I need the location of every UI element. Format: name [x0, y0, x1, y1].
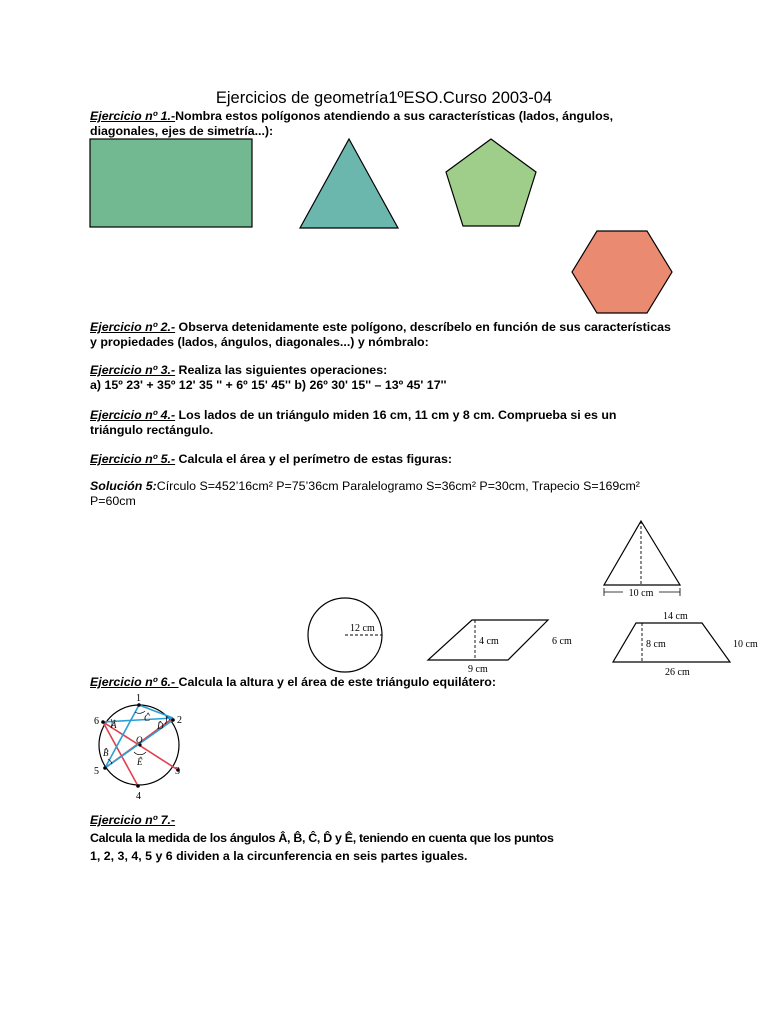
point-6-label: 6: [94, 716, 99, 727]
angle-e-label: Ê: [137, 757, 143, 767]
exercise-3-label: Ejercicio nº 3.-: [90, 363, 176, 377]
parallelogram-base-label: 9 cm: [468, 664, 488, 675]
angle-c-label: Ĉ: [144, 713, 151, 723]
solution-5-text-1: Círculo S=452’16cm² P=75’36cm Paralelogramo S=36cm² P=30cm, Trapecio S=169cm²: [156, 479, 640, 493]
page-title: Ejercicios de geometría1ºESO.Curso 2003-04: [215, 89, 553, 107]
angle-b-label: B̂: [103, 748, 109, 758]
exercise-1-text-1: Nombra estos polígonos atendiendo a sus características (lados, ángulos,: [175, 109, 614, 123]
exercise-3-text-1: Realiza las siguientes operaciones:: [175, 363, 388, 377]
exercise-1-text-2: diagonales, ejes de simetría...):: [90, 124, 274, 138]
exercise-4-label: Ejercicio nº 4.-: [90, 408, 176, 422]
exercise-4-text-1: Los lados de un triángulo miden 16 cm, 11 cm y 8 cm. Comprueba si es un: [175, 408, 617, 422]
exercise-2-text-2: y propiedades (lados, ángulos, diagonales...) y nómbralo:: [90, 335, 429, 349]
solution-5-text-2: P=60cm: [90, 494, 136, 508]
circle-radius-label: 12 cm: [350, 623, 375, 634]
exercise-4-text-2: triángulo rectángulo.: [90, 423, 214, 437]
angle-a-label: Â: [111, 720, 117, 730]
exercise-2-label: Ejercicio nº 2.-: [90, 320, 176, 334]
exercise-7-text-2: 1, 2, 3, 4, 5 y 6 dividen a la circunferencia en seis partes iguales.: [90, 849, 468, 863]
exercise-3-text-2: a) 15º 23' + 35º 12' 35 '' + 6º 15' 45'' b) 26º 30' 15'' – 13º 45' 17'': [90, 378, 447, 392]
triangle-base-label: 10 cm: [628, 588, 654, 599]
parallelogram-side-label: 6 cm: [552, 636, 572, 647]
trapezoid-top-label: 14 cm: [663, 611, 688, 622]
exercise-6-label: Ejercicio nº 6.-: [90, 675, 179, 689]
point-4-label: 4: [136, 791, 141, 802]
parallelogram-height-label: 4 cm: [479, 636, 499, 647]
point-5-label: 5: [94, 766, 99, 777]
exercise-7-label: Ejercicio nº 7.-: [90, 813, 176, 827]
trapezoid-base-label: 26 cm: [665, 667, 690, 678]
exercise-5-label: Ejercicio nº 5.-: [90, 452, 176, 466]
exercise-2-text-1: Observa detenidamente este polígono, descríbelo en función de sus características: [175, 320, 671, 334]
angle-d-label: D̂: [157, 721, 164, 731]
point-2-label: 2: [177, 715, 182, 726]
exercise-6-text-1: Calcula la altura y el área de este triángulo equilátero:: [178, 675, 496, 689]
exercise-7-text-1: Calcula la medida de los ángulos Â, B̂, Ĉ, D̂ y Ê, teniendo en cuenta que los puntos: [90, 831, 554, 845]
point-3-label: 3: [175, 766, 180, 777]
trapezoid-height-label: 8 cm: [646, 639, 666, 650]
center-o-label: O: [136, 735, 143, 745]
exercise-1-label: Ejercicio nº 1.-: [90, 109, 176, 123]
exercise-5-text-1: Calcula el área y el perímetro de estas figuras:: [175, 452, 452, 466]
trapezoid-side-label: 10 cm: [733, 639, 758, 650]
point-1-label: 1: [136, 693, 141, 704]
solution-5-label: Solución 5:: [90, 479, 157, 493]
